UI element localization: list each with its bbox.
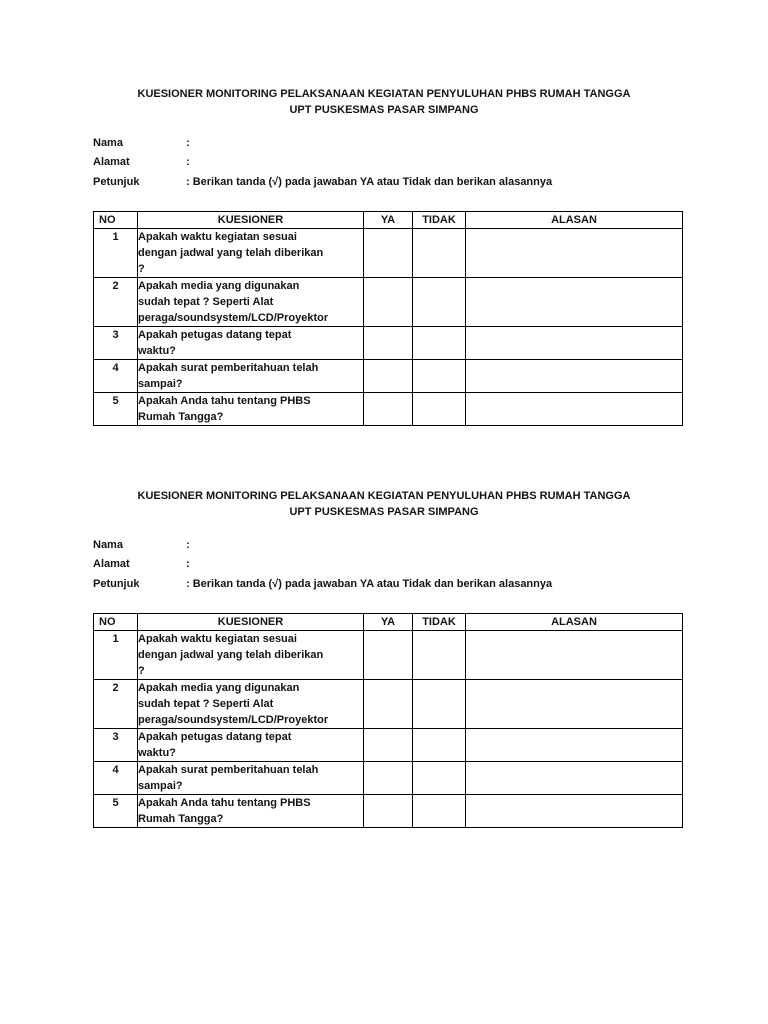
field-label-petunjuk: Petunjuk: [93, 176, 140, 188]
question-line: Apakah Anda tahu tentang PHBS: [138, 797, 311, 809]
row-number: 1: [94, 229, 138, 278]
answer-ya-cell: [364, 278, 413, 327]
answer-alasan-cell: [466, 631, 683, 680]
answer-ya-cell: [364, 327, 413, 360]
questionnaire-section-1: [0, 86, 768, 432]
question-line: waktu?: [138, 747, 176, 759]
answer-tidak-cell: [413, 631, 466, 680]
question-cell: [138, 278, 364, 327]
header-alasan: ALASAN: [466, 614, 683, 631]
row-number: 1: [94, 631, 138, 680]
field-label-nama: Nama: [93, 539, 123, 551]
header-kuesioner: KUESIONER: [138, 614, 364, 631]
answer-tidak-cell: [413, 680, 466, 729]
header-no: NO: [94, 212, 138, 229]
row-number: 3: [94, 327, 138, 360]
answer-alasan-cell: [466, 327, 683, 360]
field-nama: [93, 135, 693, 151]
header-tidak: TIDAK: [413, 212, 466, 229]
answer-ya-cell: [364, 680, 413, 729]
field-value-alamat: :: [186, 558, 190, 570]
answer-ya-cell: [364, 360, 413, 393]
header-tidak: TIDAK: [413, 614, 466, 631]
question-line: ?: [138, 665, 145, 677]
question-line: Apakah surat pemberitahuan telah: [138, 764, 319, 776]
answer-tidak-cell: [413, 729, 466, 762]
question-line: Rumah Tangga?: [138, 411, 224, 423]
question-line: Apakah petugas datang tepat: [138, 329, 292, 341]
answer-tidak-cell: [413, 229, 466, 278]
question-line: peraga/soundsystem/LCD/Proyektor: [138, 312, 329, 324]
question-cell: [138, 393, 364, 426]
table-row: [94, 729, 683, 762]
question-cell: [138, 327, 364, 360]
question-cell: [138, 680, 364, 729]
answer-tidak-cell: [413, 762, 466, 795]
question-line: dengan jadwal yang telah diberikan: [138, 649, 324, 661]
answer-tidak-cell: [413, 278, 466, 327]
question-cell: [138, 762, 364, 795]
row-number: 4: [94, 360, 138, 393]
row-number: 3: [94, 729, 138, 762]
question-line: sudah tepat ? Seperti Alat: [138, 296, 274, 308]
question-line: Apakah surat pemberitahuan telah: [138, 362, 319, 374]
question-cell: [138, 729, 364, 762]
field-alamat: [93, 154, 693, 170]
question-cell: [138, 795, 364, 828]
question-line: sampai?: [138, 378, 183, 390]
answer-tidak-cell: [413, 393, 466, 426]
question-line: peraga/soundsystem/LCD/Proyektor: [138, 714, 329, 726]
field-value-nama: :: [186, 137, 190, 149]
answer-ya-cell: [364, 762, 413, 795]
row-number: 4: [94, 762, 138, 795]
field-label-alamat: Alamat: [93, 156, 130, 168]
question-line: sampai?: [138, 780, 183, 792]
form-title: KUESIONER MONITORING PELAKSANAAN KEGIATAN PENYULUHAN PHBS RUMAH TANGGA: [137, 88, 631, 100]
question-line: Apakah media yang digunakan: [138, 280, 300, 292]
question-cell: [138, 360, 364, 393]
table-row: [94, 762, 683, 795]
question-line: Apakah waktu kegiatan sesuai: [138, 231, 297, 243]
field-petunjuk: [93, 174, 693, 190]
answer-ya-cell: [364, 729, 413, 762]
row-number: 5: [94, 393, 138, 426]
answer-tidak-cell: [413, 327, 466, 360]
question-line: Apakah Anda tahu tentang PHBS: [138, 395, 311, 407]
question-line: Rumah Tangga?: [138, 813, 224, 825]
answer-ya-cell: [364, 631, 413, 680]
header-ya: YA: [364, 614, 413, 631]
table-row: [94, 795, 683, 828]
header-ya: YA: [364, 212, 413, 229]
answer-alasan-cell: [466, 360, 683, 393]
answer-alasan-cell: [466, 393, 683, 426]
questionnaire-section-2: [0, 488, 768, 834]
question-line: Apakah waktu kegiatan sesuai: [138, 633, 297, 645]
field-value-alamat: :: [186, 156, 190, 168]
question-line: Apakah media yang digunakan: [138, 682, 300, 694]
question-cell: [138, 229, 364, 278]
table-row: [94, 393, 683, 426]
header-alasan: ALASAN: [466, 212, 683, 229]
answer-alasan-cell: [466, 278, 683, 327]
question-line: ?: [138, 263, 145, 275]
table-row: [94, 360, 683, 393]
table-header-row: [94, 614, 683, 631]
field-label-nama: Nama: [93, 137, 123, 149]
answer-alasan-cell: [466, 680, 683, 729]
question-line: sudah tepat ? Seperti Alat: [138, 698, 274, 710]
answer-alasan-cell: [466, 795, 683, 828]
form-subtitle: UPT PUSKESMAS PASAR SIMPANG: [289, 104, 479, 116]
answer-tidak-cell: [413, 795, 466, 828]
answer-tidak-cell: [413, 360, 466, 393]
form-title: KUESIONER MONITORING PELAKSANAAN KEGIATAN PENYULUHAN PHBS RUMAH TANGGA: [137, 490, 631, 502]
answer-alasan-cell: [466, 729, 683, 762]
field-petunjuk: [93, 576, 693, 592]
table-header-row: [94, 212, 683, 229]
header-kuesioner: KUESIONER: [138, 212, 364, 229]
question-line: waktu?: [138, 345, 176, 357]
field-value-petunjuk: : Berikan tanda (√) pada jawaban YA atau Tidak dan berikan alasannya: [186, 176, 553, 188]
answer-alasan-cell: [466, 762, 683, 795]
field-value-nama: :: [186, 539, 190, 551]
question-line: dengan jadwal yang telah diberikan: [138, 247, 324, 259]
question-line: Apakah petugas datang tepat: [138, 731, 292, 743]
table-row: [94, 680, 683, 729]
table-row: [94, 327, 683, 360]
questionnaire-table: [93, 613, 683, 828]
answer-ya-cell: [364, 393, 413, 426]
answer-alasan-cell: [466, 229, 683, 278]
answer-ya-cell: [364, 229, 413, 278]
table-row: [94, 631, 683, 680]
questionnaire-table: [93, 211, 683, 426]
field-label-alamat: Alamat: [93, 558, 130, 570]
question-cell: [138, 631, 364, 680]
form-subtitle: UPT PUSKESMAS PASAR SIMPANG: [289, 506, 479, 518]
field-label-petunjuk: Petunjuk: [93, 578, 140, 590]
field-nama: [93, 537, 693, 553]
field-alamat: [93, 556, 693, 572]
row-number: 2: [94, 680, 138, 729]
row-number: 2: [94, 278, 138, 327]
table-row: [94, 278, 683, 327]
table-row: [94, 229, 683, 278]
row-number: 5: [94, 795, 138, 828]
header-no: NO: [94, 614, 138, 631]
answer-ya-cell: [364, 795, 413, 828]
field-value-petunjuk: : Berikan tanda (√) pada jawaban YA atau Tidak dan berikan alasannya: [186, 578, 553, 590]
